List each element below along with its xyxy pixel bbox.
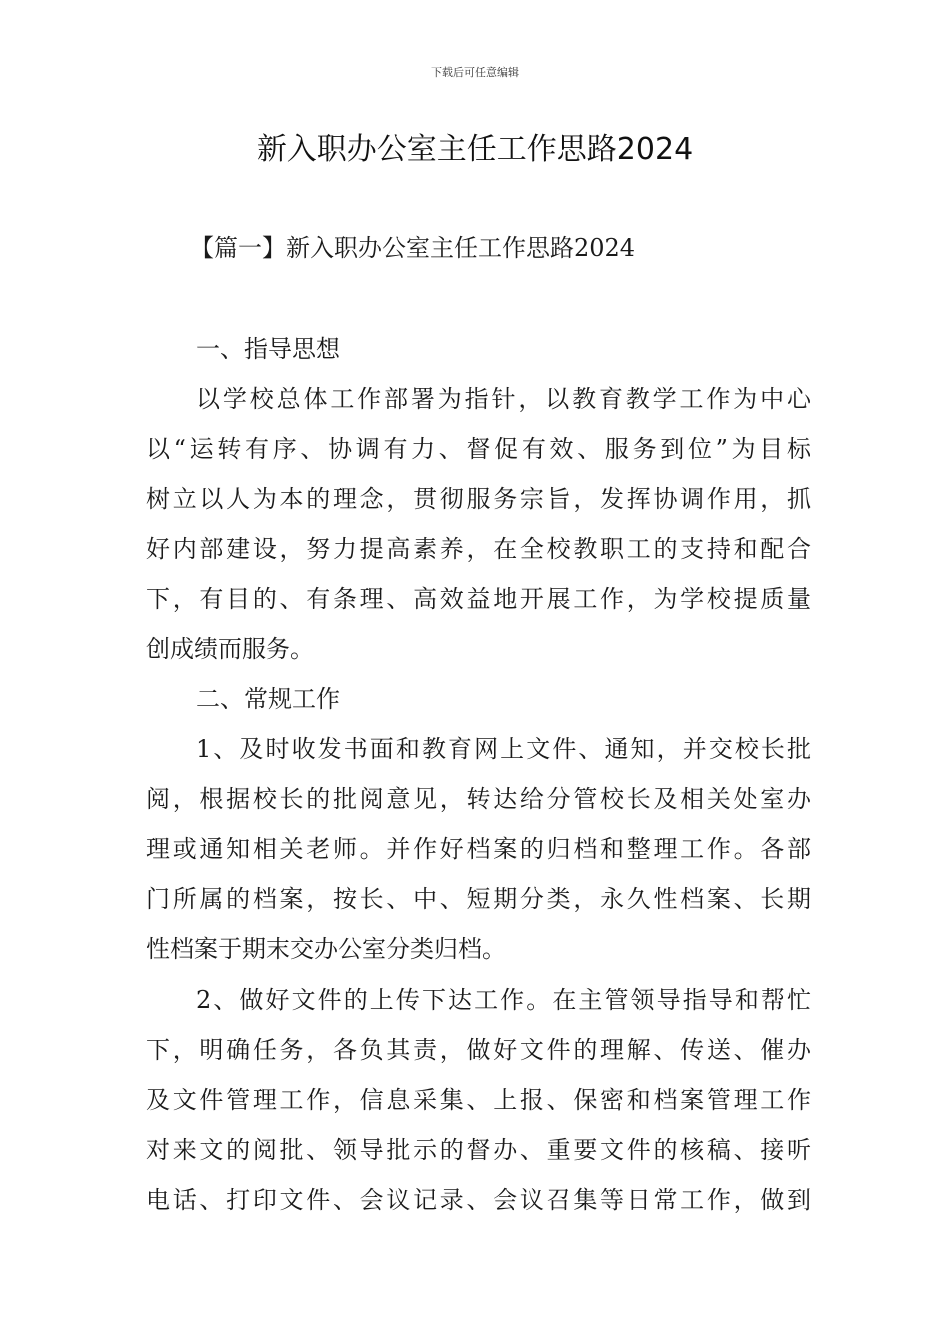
paragraph-line: 树立以人为本的理念，贯彻服务宗旨，发挥协调作用，抓 — [146, 485, 811, 513]
paragraph-line: 理或通知相关老师。并作好档案的归档和整理工作。各部 — [146, 835, 811, 863]
paragraph-line: 以“运转有序、协调有力、督促有效、服务到位”为目标 — [146, 435, 811, 463]
paragraph-line: 1、及时收发书面和教育网上文件、通知，并交校长批 — [196, 735, 811, 763]
paragraph-line: 下，有目的、有条理、高效益地开展工作，为学校提质量 — [146, 585, 811, 613]
paragraph-line: 创成绩而服务。 — [146, 635, 314, 663]
heading-guiding-ideology: 一、指导思想 — [196, 335, 340, 363]
paragraph-line: 阅，根据校长的批阅意见，转达给分管校长及相关处室办 — [146, 785, 811, 813]
paragraph-line: 好内部建设，努力提高素养，在全校教职工的支持和配合 — [146, 535, 811, 563]
document-title: 新入职办公室主任工作思路2024 — [256, 132, 694, 167]
paragraph-line: 下，明确任务，各负其责，做好文件的理解、传送、催办 — [146, 1036, 811, 1064]
paragraph-line: 及文件管理工作，信息采集、上报、保密和档案管理工作 — [146, 1086, 811, 1114]
section-title: 【篇一】新入职办公室主任工作思路2024 — [190, 234, 636, 262]
heading-routine-work: 二、常规工作 — [196, 685, 340, 713]
paragraph-line: 性档案于期末交办公室分类归档。 — [146, 935, 506, 963]
header-note: 下载后可任意编辑 — [431, 66, 519, 79]
paragraph-line: 门所属的档案，按长、中、短期分类，永久性档案、长期 — [146, 885, 811, 913]
paragraph-line: 以学校总体工作部署为指针，以教育教学工作为中心 — [196, 385, 811, 413]
paragraph-line: 对来文的阅批、领导批示的督办、重要文件的核稿、接听 — [146, 1136, 811, 1164]
paragraph-line: 2、做好文件的上传下达工作。在主管领导指导和帮忙 — [196, 986, 811, 1014]
paragraph-line: 电话、打印文件、会议记录、会议召集等日常工作，做到 — [146, 1186, 811, 1214]
